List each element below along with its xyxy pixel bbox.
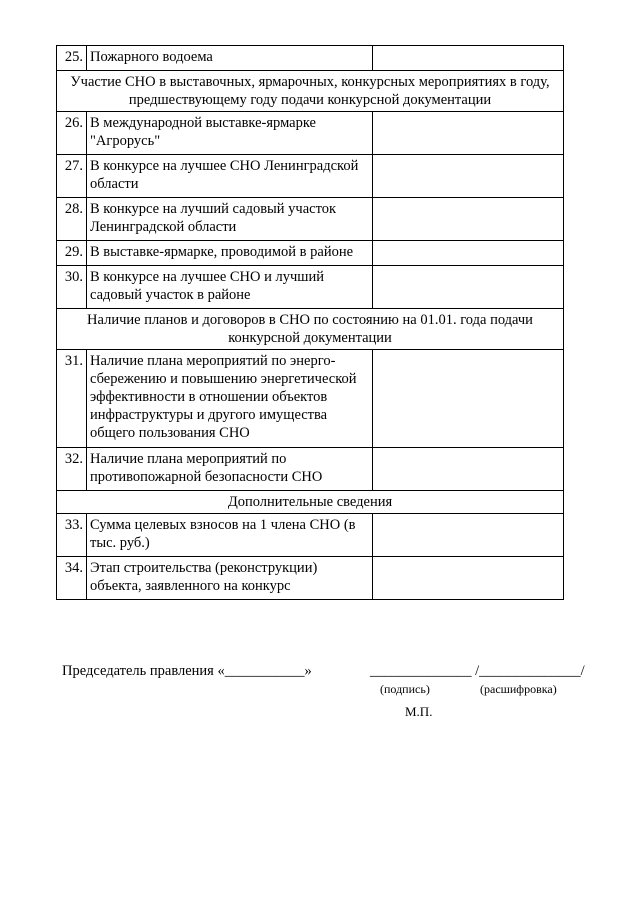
value-cell[interactable] [373, 448, 564, 491]
section-header-row [57, 71, 564, 112]
row-number: 28. [57, 198, 87, 241]
signature-caption: (подпись) [380, 682, 430, 696]
value-cell[interactable] [373, 112, 564, 155]
row-label: Наличие плана мероприятий по противопожарной безопасности СНО [87, 448, 373, 491]
row-number: 31. [57, 350, 87, 448]
row-number: 32. [57, 448, 87, 491]
row-label: В международной выставке-ярмарке "Агрорусь" [87, 112, 373, 155]
row-label: В конкурсе на лучший садовый участок Ленинградской области [87, 198, 373, 241]
stamp-label: М.П. [405, 704, 433, 719]
row-number: 34. [57, 557, 87, 600]
value-cell[interactable] [373, 557, 564, 600]
table-row [57, 198, 564, 241]
row-number: 30. [57, 266, 87, 309]
row-label: Сумма целевых взносов на 1 члена СНО (в тыс. руб.) [87, 514, 373, 557]
table-row [57, 266, 564, 309]
value-cell[interactable] [373, 350, 564, 448]
row-label: В выставке-ярмарке, проводимой в районе [87, 241, 373, 266]
value-cell[interactable] [373, 198, 564, 241]
row-label: В конкурсе на лучшее СНО и лучший садовый участок в районе [87, 266, 373, 309]
table-row [57, 514, 564, 557]
decoding-caption: (расшифровка) [480, 682, 557, 696]
row-label: Пожарного водоема [87, 46, 373, 71]
table-row [57, 155, 564, 198]
value-cell[interactable] [373, 155, 564, 198]
row-label: Наличие плана мероприятий по энерго-сбережению и повышению энергетической эффективности в отношении объектов инфраструктуры и другого имущества общего пользования СНО [87, 350, 373, 448]
section-title: Дополнительные сведения [57, 491, 564, 514]
table-row [57, 241, 564, 266]
value-cell[interactable] [373, 266, 564, 309]
chairman-label: Председатель правления «___________» [62, 663, 312, 679]
section-title: Участие СНО в выставочных, ярмарочных, конкурсных мероприятиях в году, предшествующему году подачи конкурсной документации [57, 71, 564, 112]
form-table [56, 45, 564, 600]
table-row [57, 112, 564, 155]
value-cell[interactable] [373, 514, 564, 557]
row-number: 25. [57, 46, 87, 71]
row-number: 26. [57, 112, 87, 155]
row-number: 27. [57, 155, 87, 198]
row-label: Этап строительства (реконструкции) объекта, заявленного на конкурс [87, 557, 373, 600]
table-row [57, 350, 564, 448]
section-header-row [57, 309, 564, 350]
table-row [57, 46, 564, 71]
row-label: В конкурсе на лучшее СНО Ленинградской области [87, 155, 373, 198]
section-title: Наличие планов и договоров в СНО по состоянию на 01.01. года подачи конкурсной документации [57, 309, 564, 350]
signature-lines: ______________ /______________/ [370, 663, 585, 679]
value-cell[interactable] [373, 46, 564, 71]
row-number: 29. [57, 241, 87, 266]
section-header-row [57, 491, 564, 514]
value-cell[interactable] [373, 241, 564, 266]
row-number: 33. [57, 514, 87, 557]
table-row [57, 557, 564, 600]
table-row [57, 448, 564, 491]
